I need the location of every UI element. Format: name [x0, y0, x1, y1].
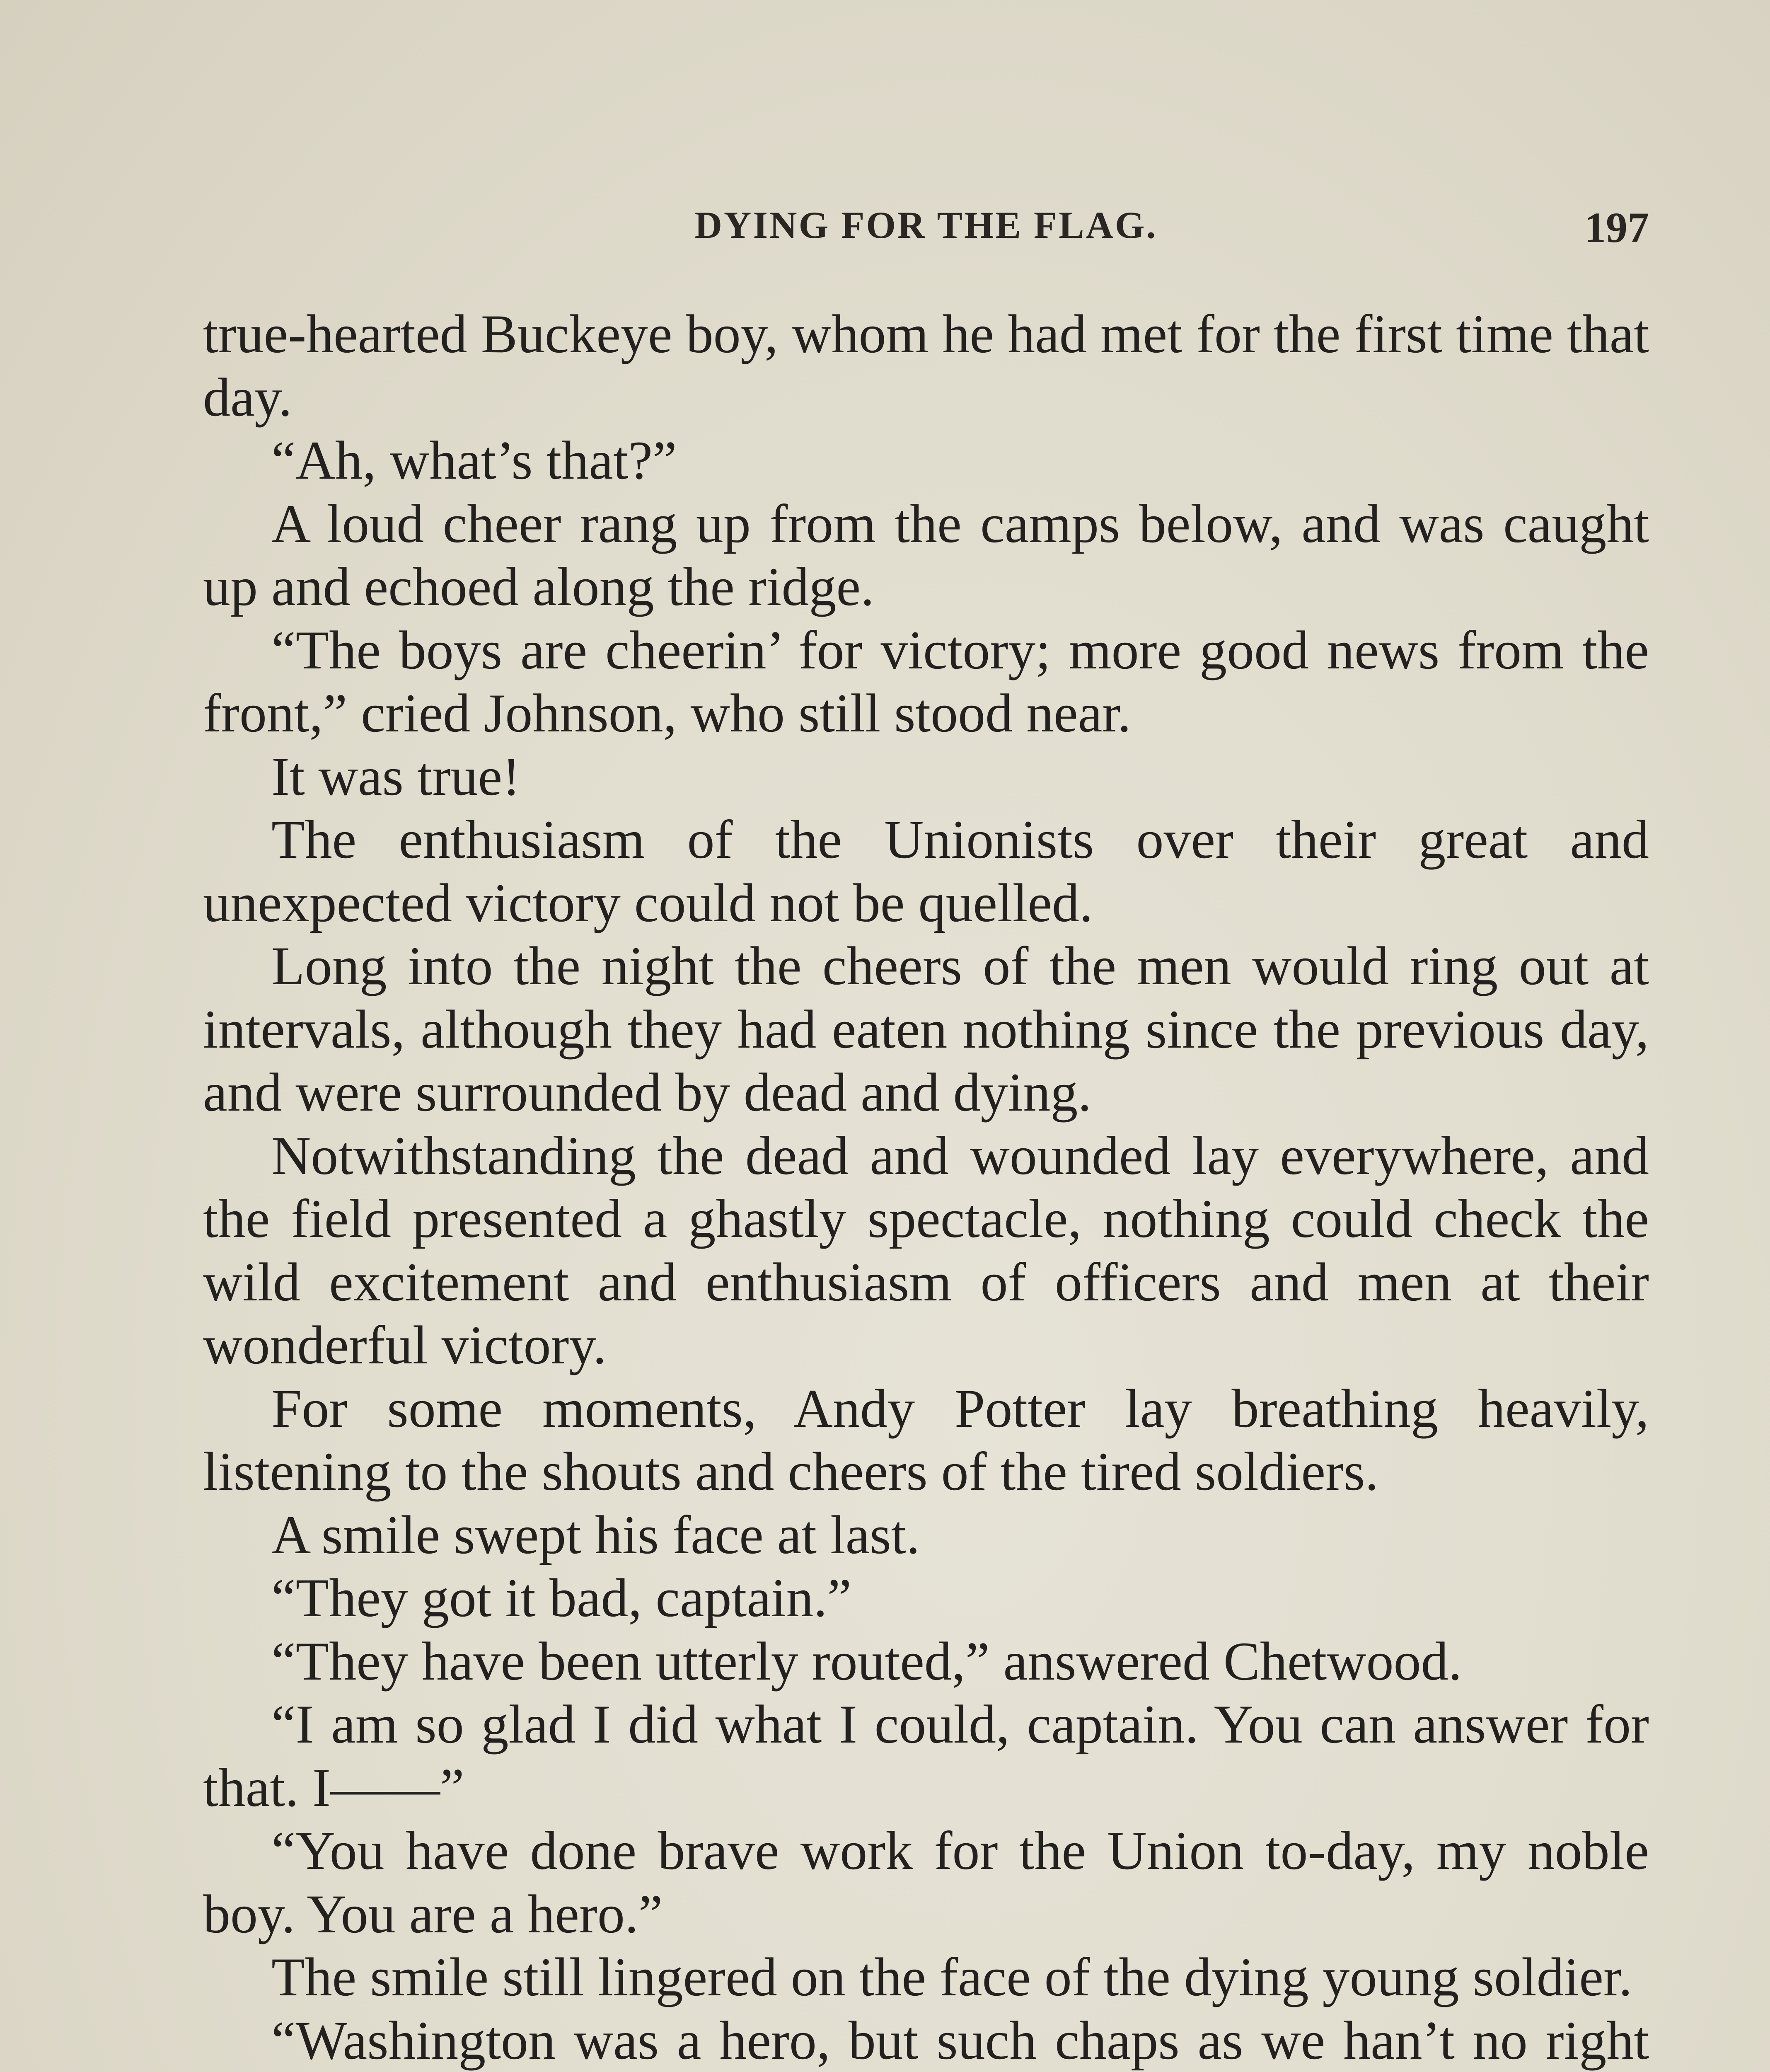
running-title: DYING FOR THE FLAG.: [694, 204, 1158, 246]
paragraph: Long into the night the cheers of the men would ring out at intervals, although they had eaten nothing since the previous day, and were surrounded by dead and dying.: [203, 935, 1649, 1123]
paragraph: “Ah, what’s that?”: [271, 430, 677, 491]
paragraph: “You have done brave work for the Union to-day, my noble boy. You are a hero.”: [203, 1820, 1649, 1944]
paragraph: true-hearted Buckeye boy, whom he had met for the first time that day.: [203, 303, 1649, 428]
paragraph: “The boys are cheerin’ for victory; more good news from the front,” cried Johnson, who still stood near.: [203, 619, 1649, 743]
paragraph: The enthusiasm of the Unionists over their great and unexpected victory could not be quelled.: [203, 809, 1649, 933]
paragraph: “Washington was a hero, but such chaps as we han’t no right: [271, 2009, 1649, 2071]
page-header: [203, 195, 1649, 253]
paragraph: The smile still lingered on the face of the dying young soldier.: [271, 1946, 1632, 2007]
paragraph: “They have been utterly routed,” answered Chetwood.: [271, 1630, 1462, 1692]
paragraph: For some moments, Andy Potter lay breathing heavily, listening to the shouts and cheers of the tired soldiers.: [203, 1377, 1649, 1502]
page-number: 197: [1584, 204, 1649, 252]
paragraph: Notwithstanding the dead and wounded lay everywhere, and the field presented a ghastly spectacle, nothing could check the wild excitement and enthusiasm of officers and men at their wonderful victory.: [203, 1125, 1649, 1375]
paragraph: It was true!: [271, 746, 521, 807]
paragraph: “I am so glad I did what I could, captain. You can answer for that. I——”: [203, 1694, 1649, 1818]
paragraph: “They got it bad, captain.”: [271, 1567, 852, 1628]
paragraph: A smile swept his face at last.: [271, 1504, 920, 1565]
body-text: [203, 303, 1649, 2072]
paragraph: A loud cheer rang up from the camps below, and was caught up and echoed along the ridge.: [203, 493, 1649, 617]
